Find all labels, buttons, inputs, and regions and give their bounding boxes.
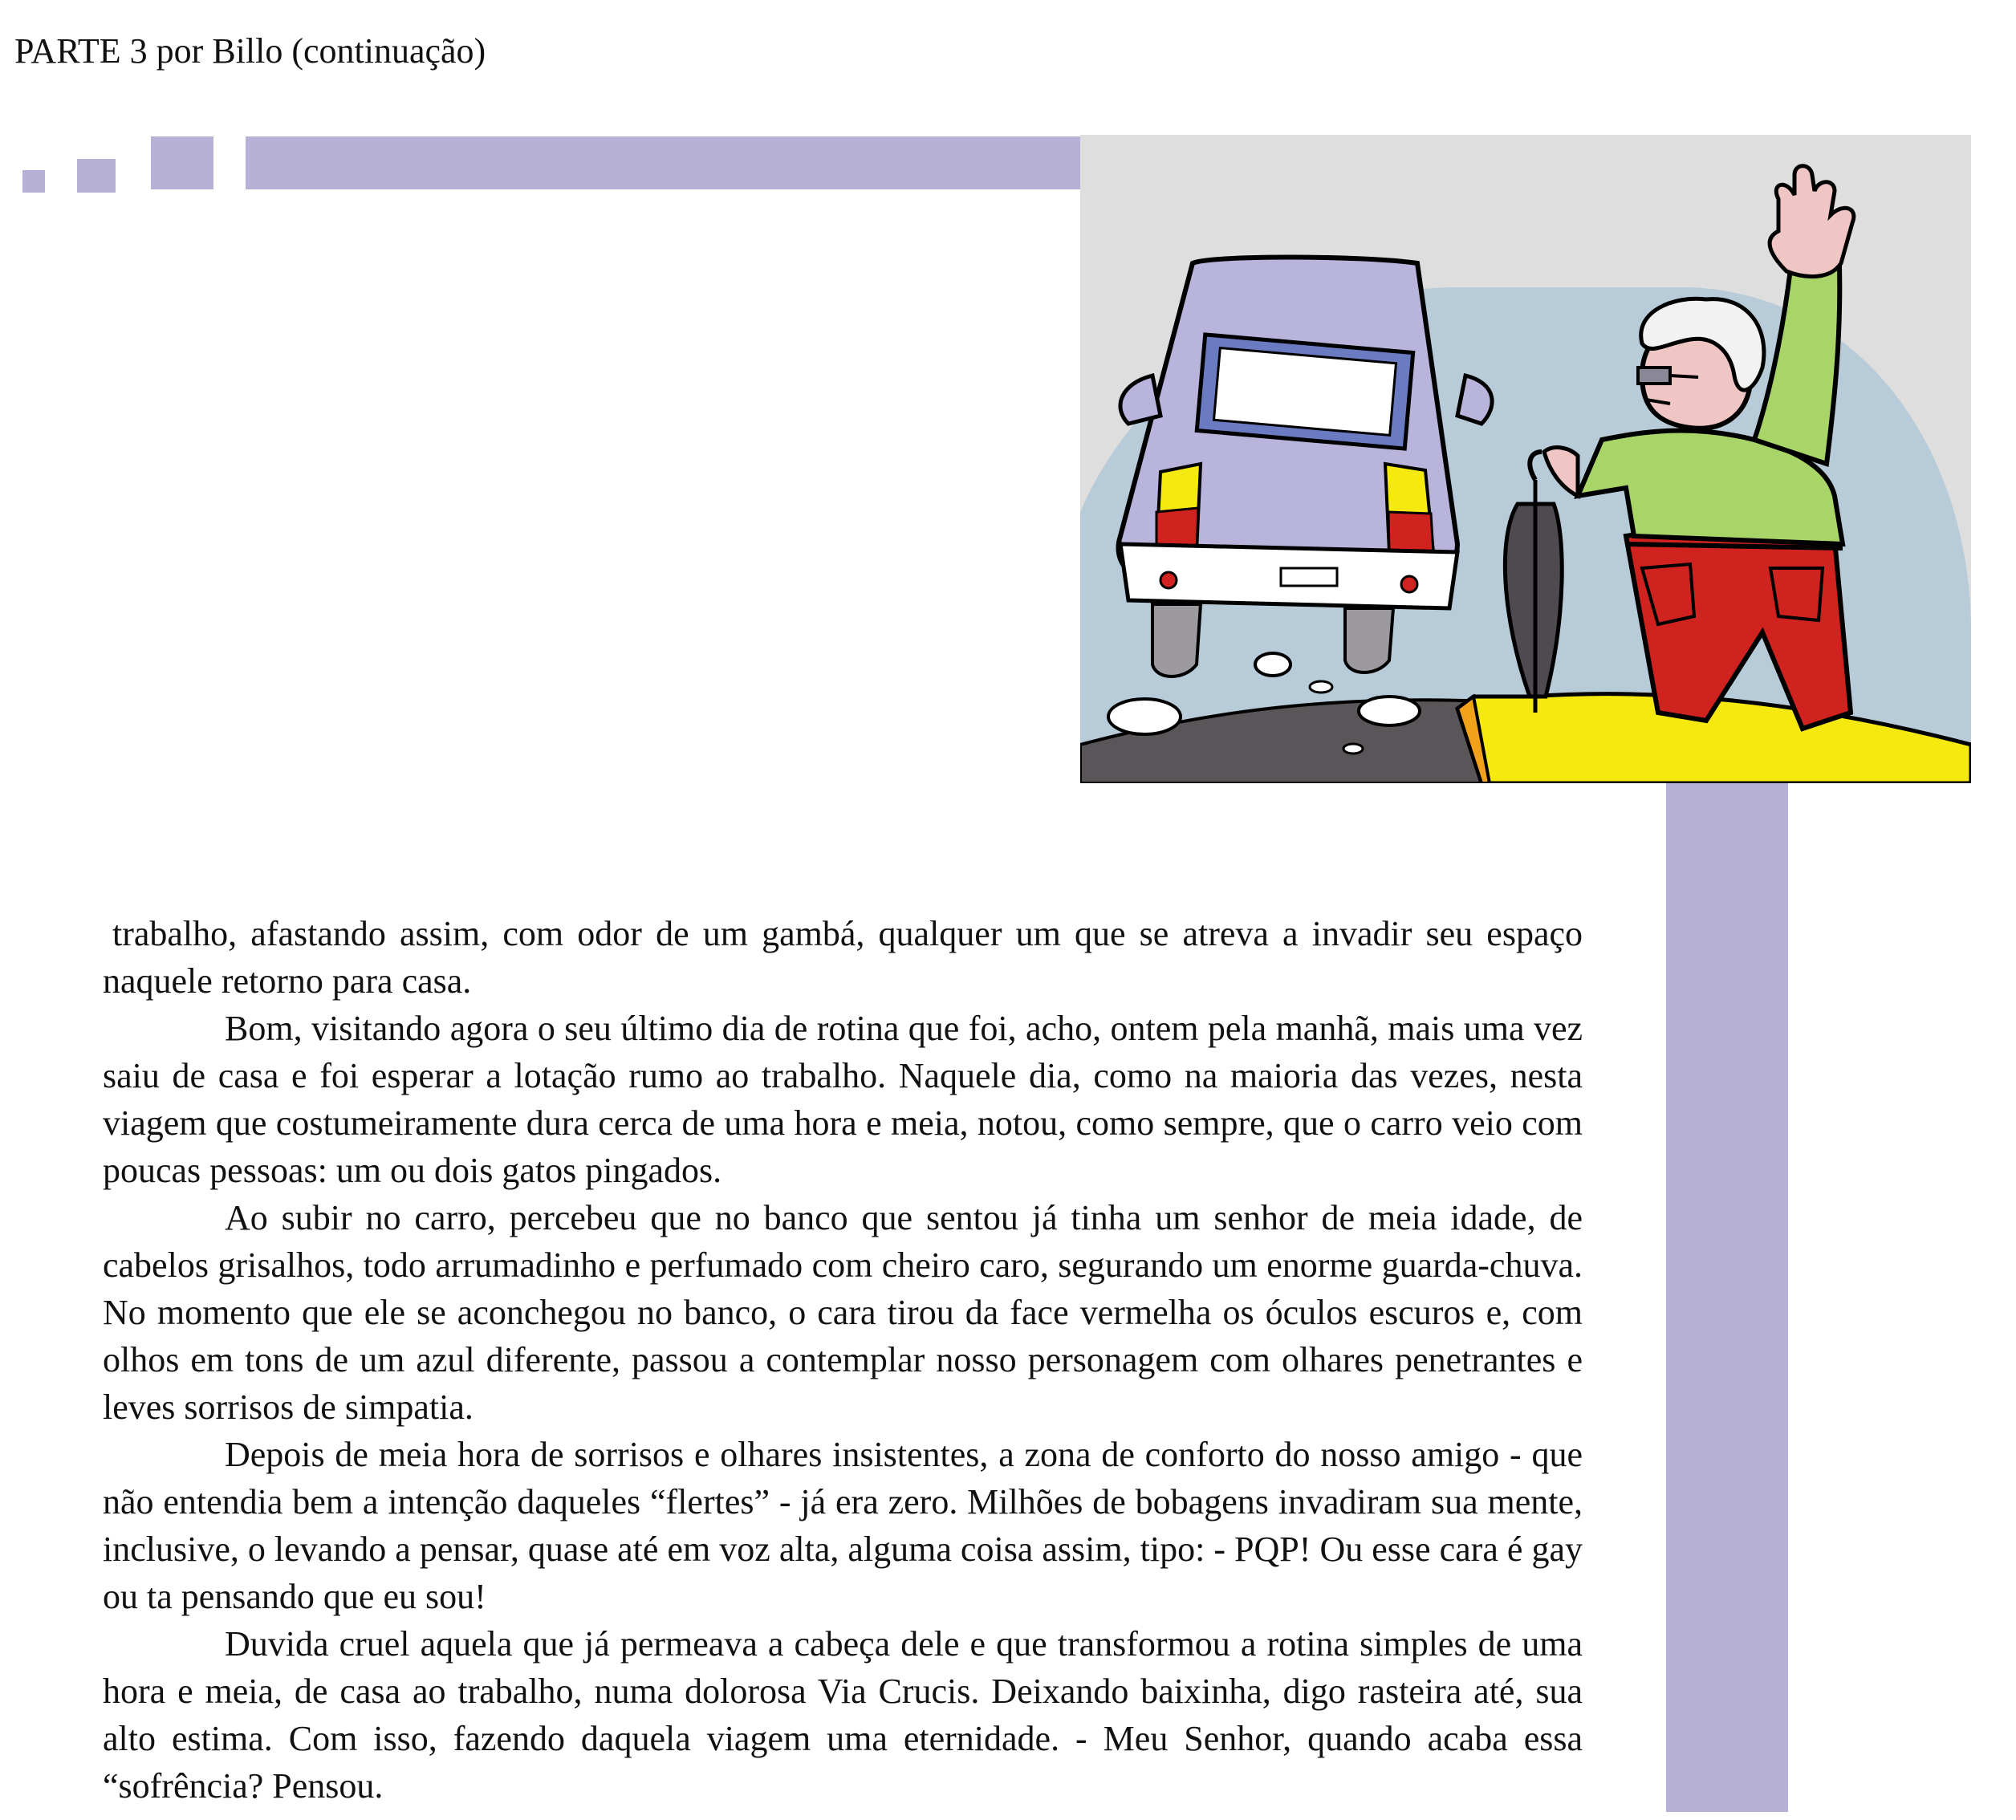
article-paragraph: Depois de meia hora de sorrisos e olhares insistentes, a zona de conforto do nosso amigo - que não entendia bem a intenção daqueles “flertes” - já era zero. Milhões de bobagens invadiram sua mente, inclusive, o levando a pensar, quase até em voz alta, alguma coisa assim, tipo: - PQP! Ou esse cara é gay ou ta pensando que eu sou! (103, 1435, 1583, 1616)
cartoon-illustration (1080, 135, 1971, 783)
article-paragraph: Bom, visitando agora o seu último dia de rotina que foi, acho, ontem pela manhã, mais uma vez saiu de casa e foi esperar a lotação rumo ao trabalho. Naquele dia, como na maioria das vezes, nesta viagem que costumeiramente dura cerca de uma hora e meia, notou, como sempre, que o carro veio com poucas pessoas: um ou dois gatos pingados. (103, 1009, 1583, 1190)
old-man-waving-at-bus-icon (1080, 135, 1971, 783)
decorative-top-bar (246, 136, 1080, 189)
decorative-right-bar (1666, 782, 1788, 1812)
decorative-square-large (151, 136, 213, 189)
article-body (103, 910, 1583, 1810)
article-paragraph: Duvida cruel aquela que já permeava a cabeça dele e que transformou a rotina simples de uma hora e meia, de casa ao trabalho, numa dolorosa Via Crucis. Deixando baixinha, digo rasteira até, sua alto estima. Com isso, fazendo daquela viagem uma eternidade. - Meu Senhor, quando acaba essa “sofrência? Pensou. (103, 1624, 1583, 1806)
decorative-square-small (22, 170, 45, 193)
page-header-title: PARTE 3 por Billo (continuação) (14, 31, 486, 71)
article-paragraph: Ao subir no carro, percebeu que no banco que sentou já tinha um senhor de meia idade, de cabelos grisalhos, todo arrumadinho e perfumado com cheiro caro, segurando um enorme guarda-chuva. No momento que ele se aconchegou no banco, o cara tirou da face vermelha os óculos escuros e, com olhos em tons de um azul diferente, passou a contemplar nosso personagem com olhares penetrantes e leves sorrisos de simpatia. (103, 1198, 1583, 1427)
article-paragraph: trabalho, afastando assim, com odor de um gambá, qualquer um que se atreva a invadir seu espaço naquele retorno para casa. (103, 914, 1583, 1001)
decorative-square-medium (77, 159, 116, 193)
